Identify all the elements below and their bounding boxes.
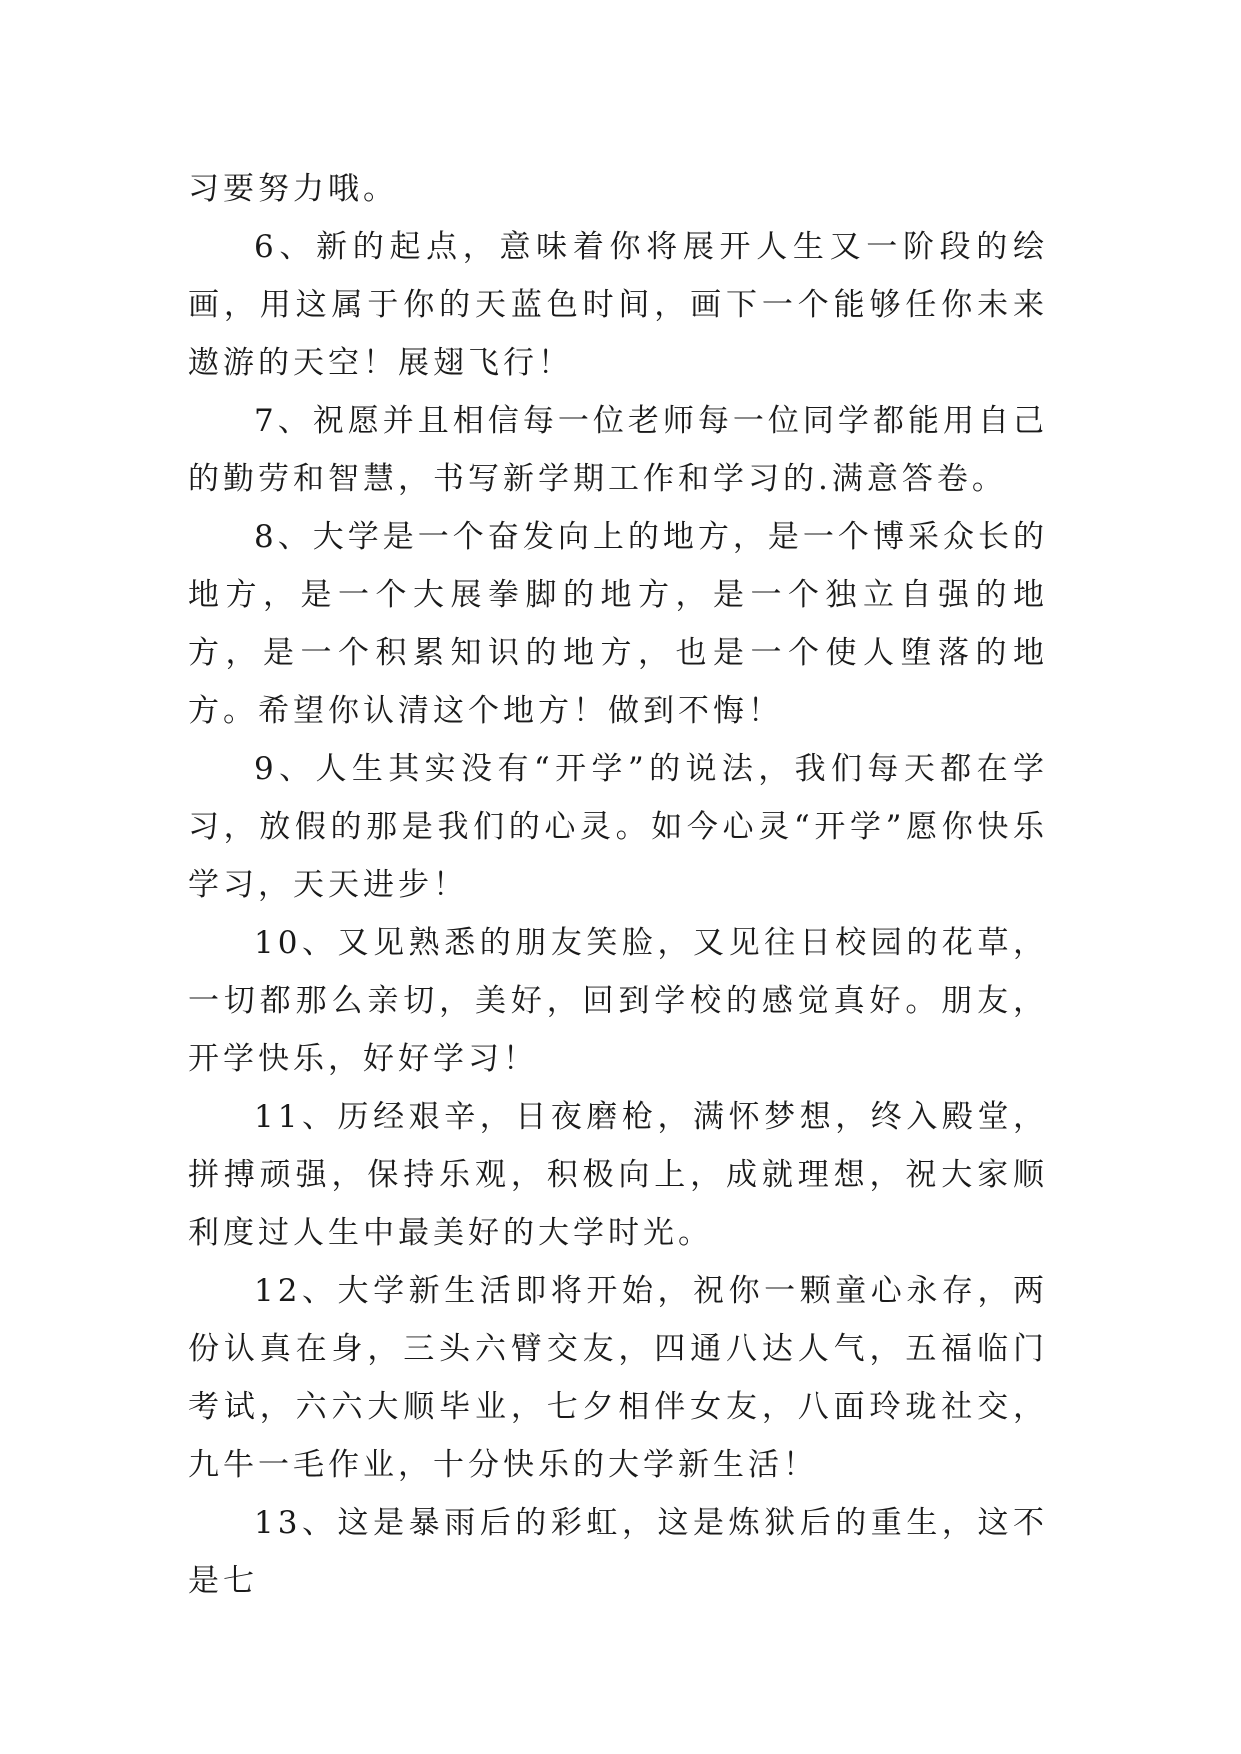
paragraph-continuation: 习要努力哦。 [188,171,398,207]
document-body [188,160,1048,1610]
paragraph-item-12: 12、大学新生活即将开始，祝你一颗童心永存，两份认真在身，三头六臂交友，四通八达人气，五福临门考试，六六大顺毕业，七夕相伴女友，八面玲珑社交，九牛一毛作业，十分快乐的大学新生活！ [188,1273,1048,1483]
paragraph-item-6: 6、新的起点，意味着你将展开人生又一阶段的绘画，用这属于你的天蓝色时间，画下一个能够任你未来遨游的天空！展翅飞行！ [188,229,1048,381]
paragraph-item-7: 7、祝愿并且相信每一位老师每一位同学都能用自己的勤劳和智慧，书写新学期工作和学习的.满意答卷。 [188,403,1048,497]
paragraph-item-8: 8、大学是一个奋发向上的地方，是一个博采众长的地方，是一个大展拳脚的地方，是一个独立自强的地方，是一个积累知识的地方，也是一个使人堕落的地方。希望你认清这个地方！做到不悔！ [188,519,1048,729]
paragraph-item-10: 10、又见熟悉的朋友笑脸，又见往日校园的花草，一切都那么亲切，美好，回到学校的感觉真好。朋友，开学快乐，好好学习！ [188,925,1048,1077]
paragraph-item-13: 13、这是暴雨后的彩虹，这是炼狱后的重生，这不是七 [188,1505,1048,1599]
paragraph-item-11: 11、历经艰辛，日夜磨枪，满怀梦想，终入殿堂，拼搏顽强，保持乐观，积极向上，成就理想，祝大家顺利度过人生中最美好的大学时光。 [188,1099,1048,1251]
paragraph-item-9: 9、人生其实没有“开学”的说法，我们每天都在学习，放假的那是我们的心灵。如今心灵“开学”愿你快乐学习，天天进步！ [188,751,1048,903]
